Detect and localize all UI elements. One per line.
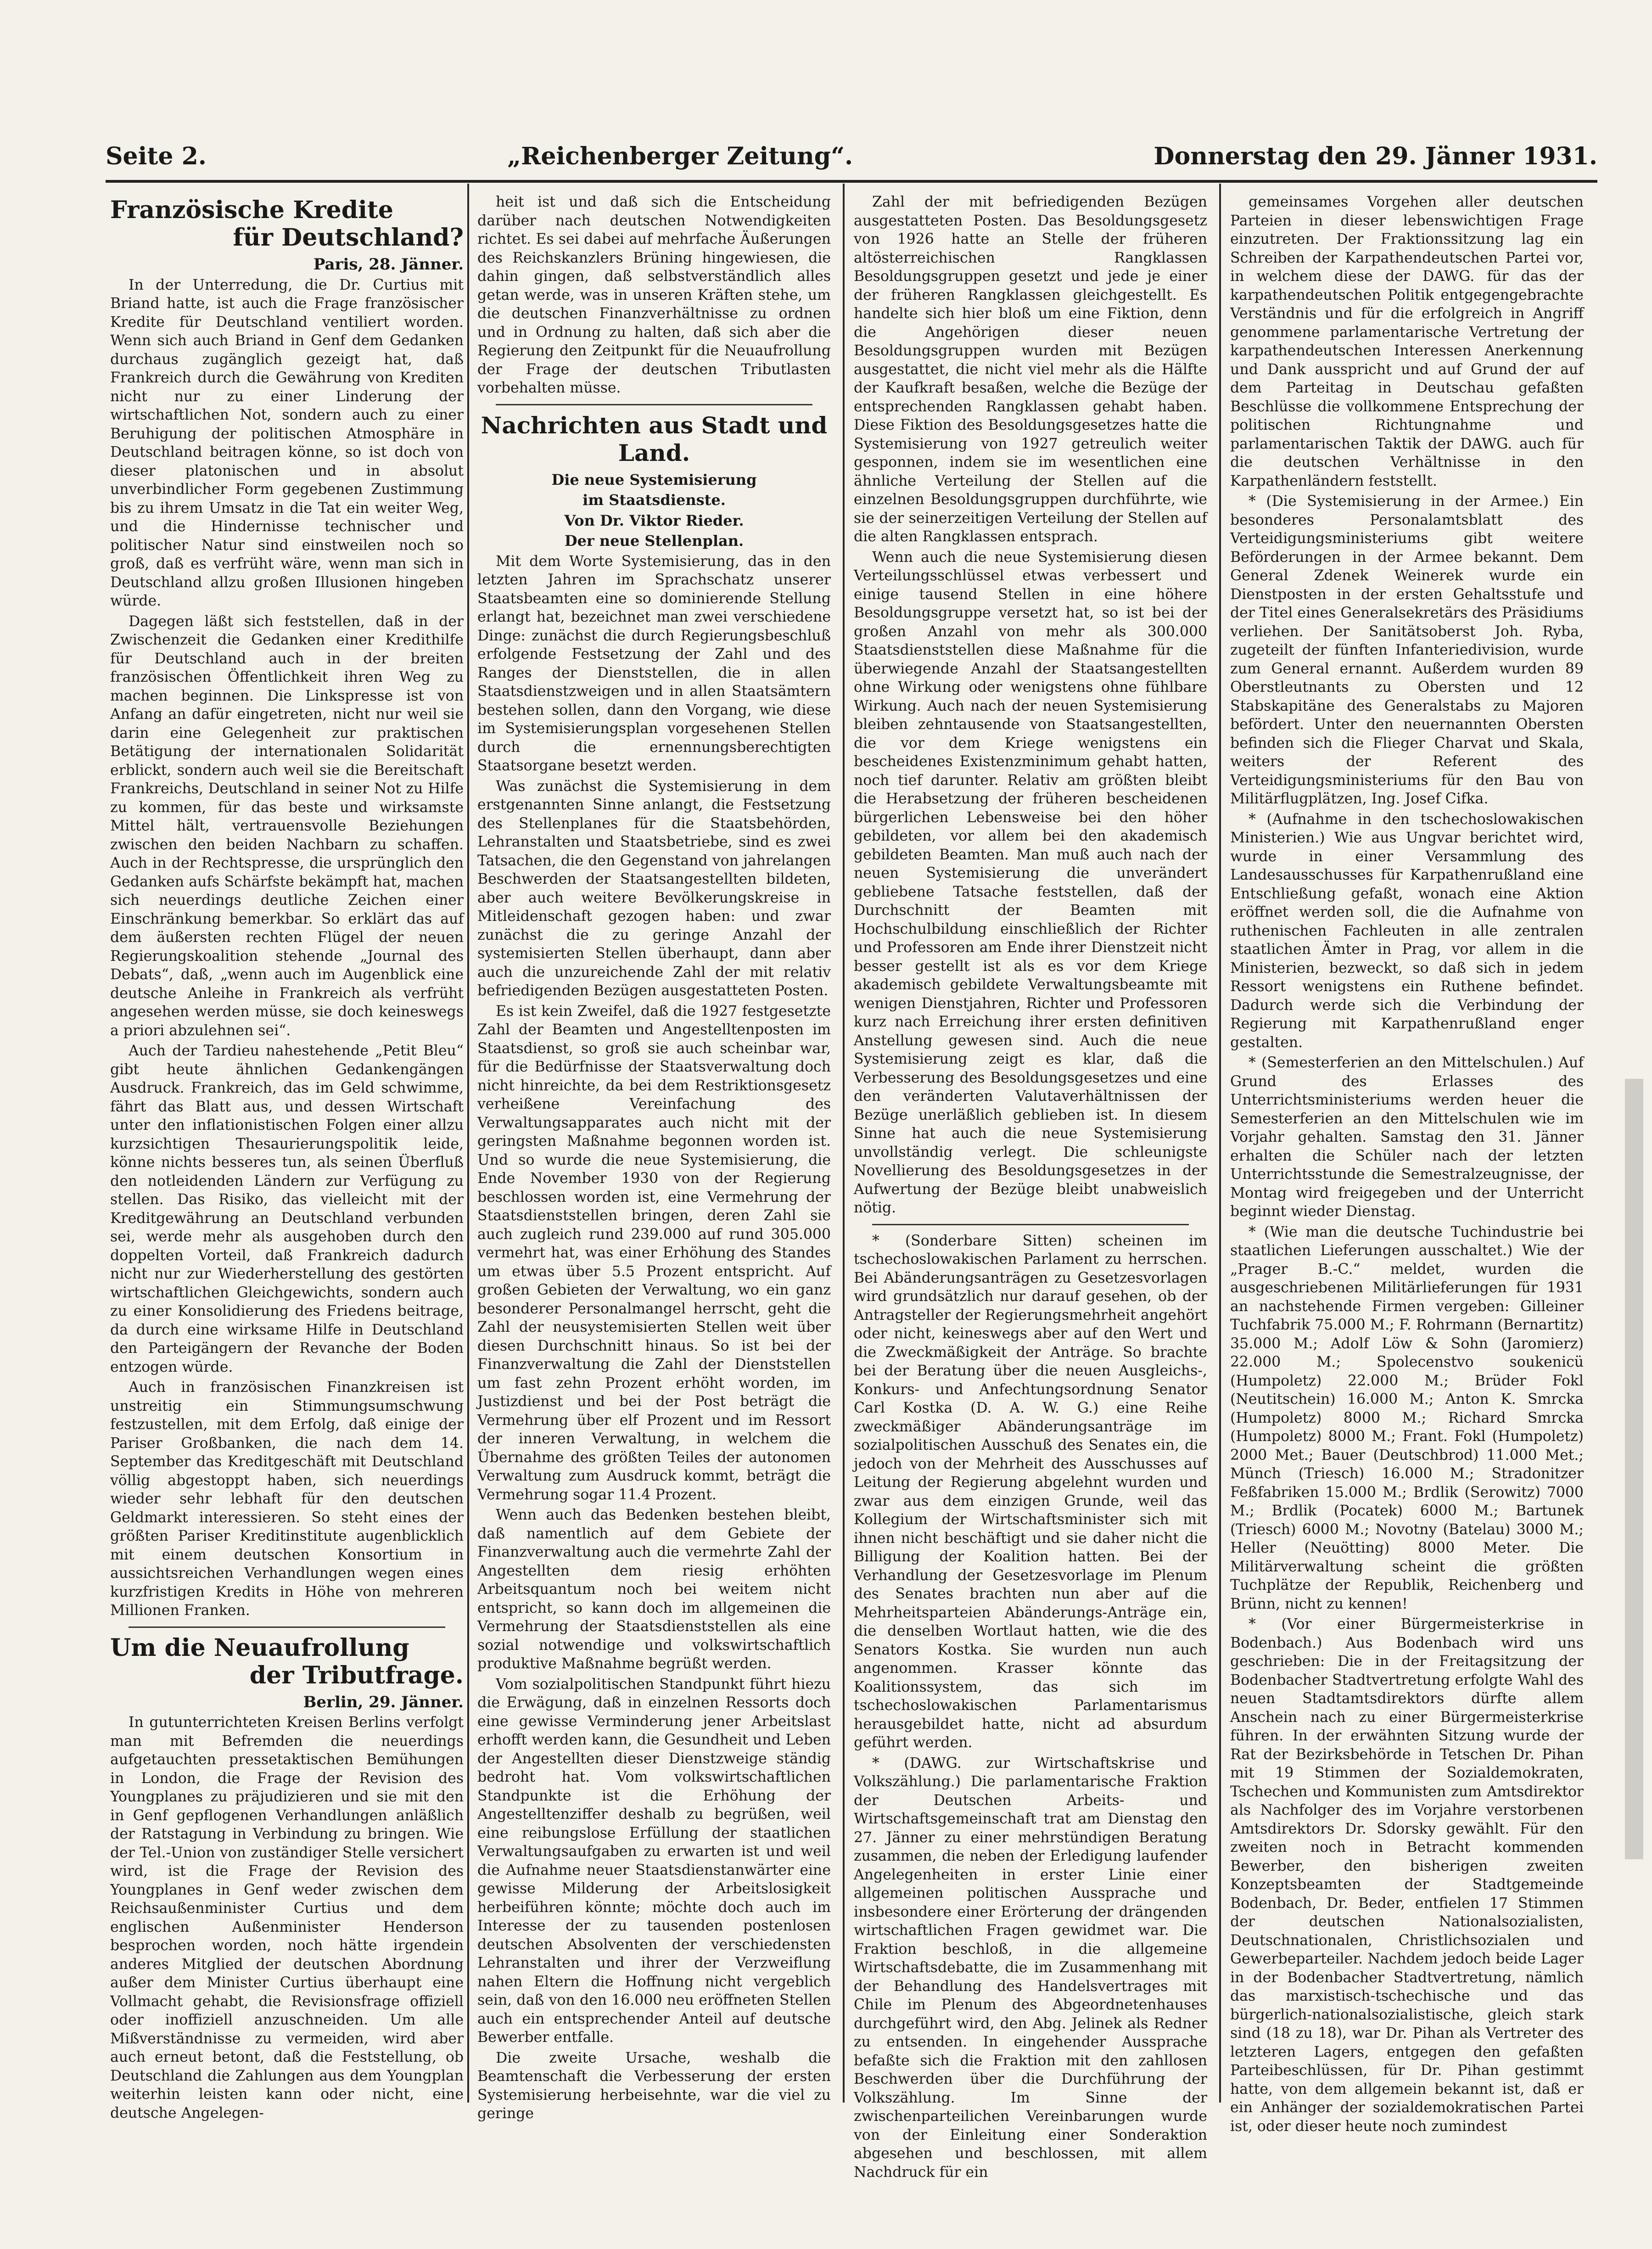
- paragraph: * (Aufnahme in den tschechoslowakischen Ministerien.) Wie aus Ungvar berichtet wird, wurde in einer Versammlung des Landesausschusses für Karpathenrußland eine Entschließung gefaßt, wonach eine Aktion eröffnet werden soll, die die Aufnahme von ruthenischen Fachleuten in alle zentralen staatlichen Ämter in Prag, vor allem in die Ministerien, bezweckt, so daß sich in jedem Ressort wenigstens ein Ruthene befindet. Dadurch werde sich die Verbindung der Regierung mit Karpathenrußland enger gestalten.: [1230, 811, 1584, 1051]
- issue-date: Donnerstag den 29. Jänner 1931.: [1154, 142, 1597, 170]
- paragraph: Was zunächst die Systemisierung in dem erstgenannten Sinne anlangt, die Festsetzung des Stellenplanes für die Staatsbehörden, Lehranstalten und Staatsbetriebe, sind es zwei Tatsachen, die den Gegenstand von jahrelangen Beschwerden der Staatsangestellten bildeten, aber auch weitere Bevölkerungskreise in Mitleidenschaft gezogen haben: und zwar zunächst die zu geringe Anzahl der systemisierten Stellen überhaupt, dann aber auch die unzureichende Zahl der mit relativ befriedigenden Bezügen ausgestatteten Posten.: [477, 778, 831, 999]
- paragraph: Wenn auch die neue Systemisierung diesen Verteilungsschlüssel etwas verbessert und einige tausend Stellen in eine höhere Besoldungsgruppe versetzt hat, so ist bei der großen Anzahl von mehr als 300.000 Staatsdienststellen diese Maßnahme für die überwiegende Anzahl der Staatsangestellten ohne Wirkung oder wenigstens ohne fühlbare Wirkung. Auch nach der neuen Systemisierung bleiben zehntausende von Staatsangestellten, die vor dem Kriege wenigstens ein bescheidenes Existenzminimum gehabt hatten, noch tief darunter. Relativ am größten bleibt die Herabsetzung der früheren bescheidenen bürgerlichen Lebensweise bei den höher gebildeten, vor allem bei den akademisch gebildeten Beamten. Man muß auch nach der neuen Systemisierung die unverändert gebliebene Tatsache feststellen, daß der Durchschnitt der Beamten mit Hochschulbildung einschließlich der Richter und Professoren am Ende ihrer Dienstzeit nicht besser gestellt ist als es vor dem Kriege akademisch gebildete Verwaltungsbeamte mit wenigen Dienstjahren, Richter und Professoren kurz nach Erreichung ihrer ersten definitiven Anstellung gewesen sind. Auch die neue Systemisierung zeigt es klar, daß die Verbesserung des Besoldungsgesetzes und eine den veränderten Valutaverhältnissen der Bezüge unerläßlich geblieben ist. In diesem Sinne hat auch die neue Systemisierung unvollständig verlegt. Die schleunigste Novellierung des Besoldungsgesetzes in der Aufwertung der Bezüge bleibt unabweislich nötig.: [854, 549, 1207, 1216]
- page-number: Seite 2.: [106, 142, 207, 170]
- paragraph: gemeinsames Vorgehen aller deutschen Parteien in dieser lebenswichtigen Frage einzutreten. Der Fraktionssitzung lag ein Schreiben der Karpathendeutschen Partei vor, in welchem diese der DAWG. für das der karpathendeutschen Politik entgegengebrachte Verständnis und für die erfolgreich in Angriff genommene parlamentarische Vertretung der karpathendeutschen Interessen Anerkennung und Dank ausspricht und auf Grund der auf dem Parteitag in Deutschau gefaßten Beschlüsse die vollkommene Entsprechung der politischen Richtungnahme und parlamentarischen Taktik der DAWG. auch für die deutschen Verhältnisse in den Karpathenländern feststellt.: [1230, 194, 1584, 489]
- paragraph: * (Vor einer Bürgermeisterkrise in Bodenbach.) Aus Bodenbach wird uns geschrieben: Die in der Freitagsitzung der Bodenbacher Stadtvertretung erfolgte Wahl des neuen Stadtamtsdirektors dürfte allem Anschein nach zu einer Bürgermeisterkrise führen. In der erwähnten Sitzung wurde der Rat der Bezirksbehörde in Tetschen Dr. Pihan mit 19 Stimmen der Sozialdemokraten, Tschechen und Kommunisten zum Amtsdirektor als Nachfolger des im Vorjahre verstorbenen Amtsdirektors Dr. Sdorsky gewählt. Für den zweiten noch in Betracht kommenden Bewerber, den bisherigen zweiten Konzeptsbeamten der Stadtgemeinde Bodenbach, Dr. Beder, entfielen 17 Stimmen der deutschen Nationalsozialisten, Deutschnationalen, Christlichsozialen und Gewerbeparteiler. Nachdem jedoch beide Lager in der Bodenbacher Stadtvertretung, nämlich das marxistisch-tschechische und das bürgerlich-nationalsozialistische, gleich stark sind (18 zu 18), war Dr. Pihan als Vertreter des letzteren Lagers, entgegen den gefaßten Parteibeschlüssen, für Dr. Pihan gestimmt hatte, von dem allgemein bekannt ist, daß er ein Anhänger der sozialdemokratischen Partei ist, oder dieser heute noch zumindest: [1230, 1616, 1584, 2135]
- article-title-tributfrage: [110, 1634, 464, 1689]
- paragraph: Wenn auch das Bedenken bestehen bleibt, daß namentlich auf dem Gebiete der Finanzverwaltung auch die vermehrte Zahl der Angestellten dem riesig erhöhten Arbeitsquantum noch bei weitem nicht entspricht, so kann doch im allgemeinen die Vermehrung der Staatsdienststellen als eine sozial notwendige und volkswirtschaftlich produktive Maßnahme begrüßt werden.: [477, 1507, 831, 1672]
- paragraph: In der Unterredung, die Dr. Curtius mit Briand hatte, ist auch die Frage französischer Kredite für Deutschland ventiliert worden. Wenn sich auch Briand in Genf dem Gedanken durchaus zugänglich gezeigt hat, daß Frankreich durch die Gewährung von Krediten nicht nur zu einer Linderung der wirtschaftlichen Not, sondern auch zu einer Beruhigung der politischen Atmosphäre in Deutschland beitragen könne, so ist doch von dieser platonischen und in absolut unverbindlicher Form gegebenen Zustimmung bis zu ihrem Umsatz in die Tat ein weiter Weg, und die Hindernisse technischer und politischer Natur sind einstweilen noch so groß, daß es verfrüht wäre, wenn man sich in Deutschland allzu großen Illusionen hingeben würde.: [110, 276, 464, 609]
- column-1: [110, 193, 464, 2121]
- paragraph: Die zweite Ursache, weshalb die Beamtenschaft die Verbesserung der ersten Systemisierung herbeisehnte, war die viel zu geringe: [477, 2049, 831, 2122]
- scan-edge: [1625, 1079, 1643, 1859]
- subtitle: im Staatsdienste.: [582, 491, 726, 509]
- section-separator: [496, 404, 812, 405]
- subtitle: Die neue Systemisierung: [551, 471, 757, 488]
- subtitle: Der neue Stellenplan.: [564, 532, 744, 550]
- dateline-paris: Paris, 28. Jänner.: [313, 255, 464, 274]
- column-divider: [1219, 184, 1221, 2103]
- paragraph: Zahl der mit befriedigenden Bezügen ausgestatteten Posten. Das Besoldungsgesetz von 1926 hatte an Stelle der früheren altösterreichischen Rangklassen Besoldungsgruppen gesetzt und jede je einer der früheren Rangklassen gleichgestellt. Es handelte sich hier bloß um eine Fiktion, denn die Angehörigen dieser neuen Besoldungsgruppen wurden mit Bezügen ausgestattet, die nicht viel mehr als die Hälfte der Kaufkraft besaßen, welche die Bezüge der entsprechenden Rangklassen gehabt haben. Diese Fiktion des Besoldungsgesetzes hatte die Systemisierung von 1927 getreulich weiter gesponnen, indem sie im wesentlichen eine ähnliche Verteilung der Stellen auf die einzelnen Besoldungsgruppen durchführte, wie sie der seinerzeitigen Verteilung der Stellen auf die alten Rangklassen entsprach.: [854, 194, 1207, 545]
- author-line: Von Dr. Viktor Rieder.: [564, 511, 744, 529]
- column-2: [477, 193, 831, 2122]
- paragraph: heit ist und daß sich die Entscheidung darüber nach deutschen Notwendigkeiten richtet. Es sei dabei auf mehrfache Äußerungen des Reichskanzlers Brüning hingewiesen, die dahin gingen, daß selbstverständlich alles getan werde, was in unseren Kräften stehe, um die deutschen Finanzverhältnisse zu ordnen und in Ordnung zu halten, daß sich aber die Regierung den Zeitpunkt für die Neuaufrollung der Frage der deutschen Tributlasten vorbehalten müsse.: [477, 194, 831, 396]
- paragraph: Dagegen läßt sich feststellen, daß in der Zwischenzeit die Gedanken einer Kredithilfe für Deutschland auch in der breiten französischen Öffentlichkeit ihren Weg zu machen beginnen. Die Linkspresse ist von Anfang an dafür eingetreten, nicht nur weil sie darin eine Gelegenheit zur praktischen Betätigung der internationalen Solidarität erblickt, sondern auch weil sie die Bereitschaft Frankreichs, Deutschland in seiner Not zu Hilfe zu kommen, für das beste und wirksamste Mittel hält, vertrauensvolle Beziehungen zwischen den beiden Nachbarn zu schaffen. Auch in der Rechtspresse, die ursprünglich den Gedanken aufs Schärfste bekämpft hat, machen sich neuerdings deutliche Zeichen einer Einschränkung bemerkbar. So erklärt das auf dem äußersten rechten Flügel der neuen Regierungskoalition stehende „Journal des Debats“, daß, „wenn auch im Augenblick eine deutsche Anleihe in Frankreich als verfrüht angesehen werden müsse, sie doch keineswegs a priori abzulehnen sei“.: [110, 613, 464, 1039]
- paragraph: Auch der Tardieu nahestehende „Petit Bleu“ gibt heute ähnlichen Gedankengängen Ausdruck. Frankreich, das im Geld schwimme, fährt das Blatt aus, und dessen Wirtschaft unter den inflationistischen Folgen einer allzu kurzsichtigen Thesaurierungspolitik leide, könne nichts besseres tun, als seinen Überfluß den notleidenden Ländern zur Verfügung zu stellen. Das Risiko, das vielleicht mit der Kreditgewährung an Deutschland verbunden sei, werde mehr als ausgehoben durch den doppelten Vorteil, daß Frankreich dadurch nicht nur zur Wiederherstellung des gestörten wirtschaftlichen Gleichgewichts, sondern auch zu einer Konsolidierung des Friedens beitrage, da durch eine wirksame Hilfe in Deutschland den Parteigängern der Revanche der Boden entzogen würde.: [110, 1043, 464, 1375]
- article-separator: [129, 1626, 445, 1628]
- paragraph: * (DAWG. zur Wirtschaftskrise und Volkszählung.) Die parlamentarische Fraktion der Deutschen Arbeits- und Wirtschaftsgemeinschaft trat am Dienstag den 27. Jänner zu einer mehrstündigen Beratung zusammen, die neben der Erledigung laufender Angelegenheiten in erster Linie einer allgemeinen politischen Aussprache und insbesondere einer Erörterung der drängenden wirtschaftlichen Fragen gewidmet war. Die Fraktion beschloß, in die allgemeine Wirtschaftsdebatte, die im Zusammenhang mit der Behandlung des Handelsvertrages mit Chile im Plenum des Abgeordnetenhauses durchgeführt wird, den Abg. Jelinek als Redner zu entsenden. In eingehender Aussprache befaßte sich die Fraktion mit den zahllosen Beschwerden über die Durchführung der Volkszählung. Im Sinne der zwischenparteilichen Vereinbarungen wurde von der Einleitung einer Sonderaktion abgesehen und beschlossen, mit allem Nachdruck für ein: [854, 1755, 1207, 2181]
- paragraph: Mit dem Worte Systemisierung, das in den letzten Jahren im Sprachschatz unserer Staatsbeamten eine so dominierende Stellung erlangt hat, bezeichnet man zwei verschiedene Dinge: zunächst die durch Regierungsbeschluß erfolgende Festsetzung der Zahl und des Ranges der Dienststellen, die in allen Staatsdienstzweigen und in allen Staatsämtern bestehen sollen, dann den Vorgang, wie diese im Systemisierungsplan vorgesehenen Stellen durch die ernennungsberechtigten Staatsorgane besetzt werden.: [477, 553, 831, 774]
- newspaper-title: „Reichenberger Zeitung“.: [507, 142, 853, 170]
- paragraph: * (Wie man die deutsche Tuchindustrie bei staatlichen Lieferungen ausschaltet.) Wie der „Prager B.-C.“ meldet, wurden die ausgeschriebenen Militärlieferungen für 1931 an nachstehende Firmen vergeben: Gilleiner Tuchfabrik 75.000 M.; F. Rohrmann (Bernartitz) 35.000 M.; Adolf Löw & Sohn (Jaromierz) 22.000 M.; Spolecenstvo soukenicü (Humpoletz) 22.000 M.; Brüder Fokl (Neutitschein) 16.000 M.; Anton K. Smrcka (Humpoletz) 8000 M.; Richard Smrcka (Humpoletz) 8000 M.; Frant. Fokl (Humpoletz) 2000 Met.; Bauer (Deutschbrod) 11.000 Met.; Münch (Triesch) 16.000 M.; Stradonitzer Feßfabriken 15.000 M.; Brdlik (Serowitz) 7000 M.; Brdlik (Pocatek) 6000 M.; Bartunek (Triesch) 6000 M.; Novotny (Batelau) 3000 M.; Heller (Neuötting) 8000 Meter. Die Militärverwaltung scheint die größten Tuchplätze der Republik, Reichenberg und Brünn, nicht zu kennen!: [1230, 1223, 1584, 1612]
- paragraph: Auch in französischen Finanzkreisen ist unstreitig ein Stimmungsumschwung festzustellen, mit dem Erfolg, daß einige der Pariser Großbanken, die nach dem 14. September das Kreditgeschäft mit Deutschland völlig abgestoppt haben, sich neuerdings wieder sehr lebhaft für den deutschen Geldmarkt interessieren. So steht eines der größten Pariser Kreditinstitute augenblicklich mit einem deutschen Konsortium in aussichtsreichen Verhandlungen wegen eines kurzfristigen Kredits in Höhe von mehreren Millionen Franken.: [110, 1379, 464, 1619]
- column-divider: [467, 184, 469, 2103]
- title-line-1: Um die Neuaufrollung: [110, 1633, 409, 1662]
- dateline-berlin: Berlin, 29. Jänner.: [303, 1693, 464, 1711]
- paragraph: * (Semesterferien an den Mittelschulen.) Auf Grund des Erlasses des Unterrichtsministeriums werden heuer die Semesterferien an den Mittelschulen wie im Vorjahr gehalten. Samstag den 31. Jänner erhalten die Schüler nach der letzten Unterrichtsstunde die Semestralzeugnisse, der Montag wird freigegeben und der Unterricht beginnt wieder Dienstag.: [1230, 1054, 1584, 1220]
- paragraph: In gutunterrichteten Kreisen Berlins verfolgt man mit Befremden die neuerdings aufgetauchten pressetaktischen Bemühungen in London, die Frage der Revision des Youngplanes zu präjudizieren und sie mit den in Genf gepflogenen Verhandlungen anläßlich der Ratstagung in Verbindung zu bringen. Wie der Tel.-Union von zuständiger Stelle versichert wird, ist die Frage der Revision des Youngplanes in Genf weder zwischen dem Reichsaußenminister Curtius und dem englischen Außenminister Henderson besprochen worden, noch hätte irgendein anderes Mitglied der deutschen Abordnung außer dem Minister Curtius überhaupt eine Vollmacht gehabt, die Revisionsfrage offiziell oder inoffiziell anzuschneiden. Um alle Mißverständnisse zu vermeiden, wird aber auch erneut betont, daß die Feststellung, ob Deutschland die Zahlungen aus dem Youngplan weiterhin leisten kann oder nicht, eine deutsche Angelegen-: [110, 1714, 464, 2121]
- column-divider: [843, 184, 845, 2103]
- title-line-1: Französische Kredite: [110, 196, 393, 224]
- paragraph: * (Die Systemisierung in der Armee.) Ein besonderes Personalamtsblatt des Verteidigungsministeriums gibt weitere Beförderungen in der Armee bekannt. Dem General Zdenek Weinerek wurde ein Dienstposten in der ersten Gehaltsstufe und der Titel eines Generalsekretärs des Präsidiums verliehen. Der Sanitätsoberst Joh. Ryba, zugeteilt der fünften Infanteriedivision, wurde zum General ernannt. Außerdem wurden 89 Oberstleutnants zu Obersten und 12 Stabskapitäne des Generalstabs zu Majoren befördert. Unter den neuernannten Obersten befinden sich die Flieger Charvat und Skala, weiters der Referent des Verteidigungsministeriums für den Bau von Militärflugplätzen, Ing. Josef Cifka.: [1230, 493, 1584, 807]
- paragraph: Vom sozialpolitischen Standpunkt führt hiezu die Erwägung, daß in einzelnen Ressorts doch eine gewisse Verminderung jener Arbeitslast erhofft werden kann, die Gesundheit und Leben der Angestellten dieser Dienstzweige ständig bedroht hat. Vom volkswirtschaftlichen Standpunkte ist die Erhöhung der Angestelltenziffer deshalb zu begrüßen, weil eine reibungslose Erfüllung der staatlichen Verwaltungsaufgaben zu erwarten ist und weil die Aufnahme neuer Staatsdienstanwärter eine gewisse Milderung der Arbeitslosigkeit herbeiführen könnte; möchte doch auch im Interesse der zu tausenden postenlosen deutschen Absolventen der verschiedensten Lehranstalten und ihrer der Verzweiflung nahen Eltern die Hoffnung nicht vergeblich sein, daß von den 16.000 neu eröffneten Stellen auch ein entsprechender Anteil auf deutsche Bewerber entfalle.: [477, 1676, 831, 2046]
- page-header: [106, 138, 1597, 174]
- article-title-kredite: [110, 196, 464, 252]
- column-4: [1230, 193, 1584, 2135]
- paragraph: * (Sonderbare Sitten) scheinen im tschechoslowakischen Parlament zu herrschen. Bei Abänderungsanträgen zu Gesetzesvorlagen wird grundsätzlich nur darauf gesehen, ob der Antragsteller der Regierungsmehrheit angehört oder nicht, keineswegs aber auf den Wert und die Zweckmäßigkeit der Anträge. So brachte bei der Beratung über die neuen Ausgleichs-, Konkurs- und Anfechtungsordnung Senator Carl Kostka (D. A. W. G.) eine Reihe zweckmäßiger Abänderungsanträge im sozialpolitischen Ausschuß des Senates ein, die jedoch von der Mehrheit des Ausschusses auf Leitung der Regierung abgelehnt wurden und zwar aus dem einzigen Grunde, weil das Kollegium der Wirtschaftsminister sich mit ihnen nicht beschäftigt und sie daher nicht die Billigung der Koalition hatten. Bei der Verhandlung der Gesetzesvorlage im Plenum des Senates brachten nun aber auf die Mehrheitsparteien Abänderungs-Anträge ein, die denselben Wortlaut hatten, wie die des Senators Kostka. Sie wurden nun auch angenommen. Krasser könnte das Koalitionssystem, das sich im tschechoslowakischen Parlamentarismus herausgebildet hatte, nicht ad absurdum geführt werden.: [854, 1232, 1207, 1751]
- section-title: Nachrichten aus Stadt und Land.: [481, 411, 828, 466]
- paragraph: Es ist kein Zweifel, daß die 1927 festgesetzte Zahl der Beamten und Angestelltenposten im Staatsdienst, so groß sie auch scheinbar war, für die Bedürfnisse der Staatsverwaltung doch nicht hinreichte, da bei dem Restriktionsgesetz verheißene Vereinfachung des Verwaltungsapparates auch nicht mit der geringsten Maßnahme begonnen worden ist. Und so wurde die neue Systemisierung, die Ende November 1930 von der Regierung beschlossen worden ist, eine Vermehrung der Staatsdienststellen bringen, deren Zahl sie auch zugleich rund 239.000 auf rund 305.000 vermehrt hat, was einer Erhöhung des Standes um etwas über 5.5 Prozent entspricht. Auf großen Gebieten der Verwaltung, wo ein ganz besonderer Personalmangel herrscht, geht die Zahl der neusystemisierten Stellen weit über diesen Durchschnitt hinaus. So ist bei der Finanzverwaltung die Zahl der Dienststellen um fast zehn Prozent erhöht worden, im Justizdienst und bei der Post beträgt die Vermehrung über elf Prozent und im Ressort der inneren Verwaltung, in welchem die Übernahme des größten Teiles der autonomen Verwaltung zum Ausdruck kommt, beträgt die Vermehrung sogar 11.4 Prozent.: [477, 1003, 831, 1503]
- article-separator: [872, 1224, 1189, 1225]
- column-3: [854, 193, 1207, 2181]
- title-line-2: für Deutschland?: [233, 224, 464, 252]
- header-rule: [106, 180, 1597, 183]
- title-line-2: der Tributfrage.: [249, 1661, 464, 1689]
